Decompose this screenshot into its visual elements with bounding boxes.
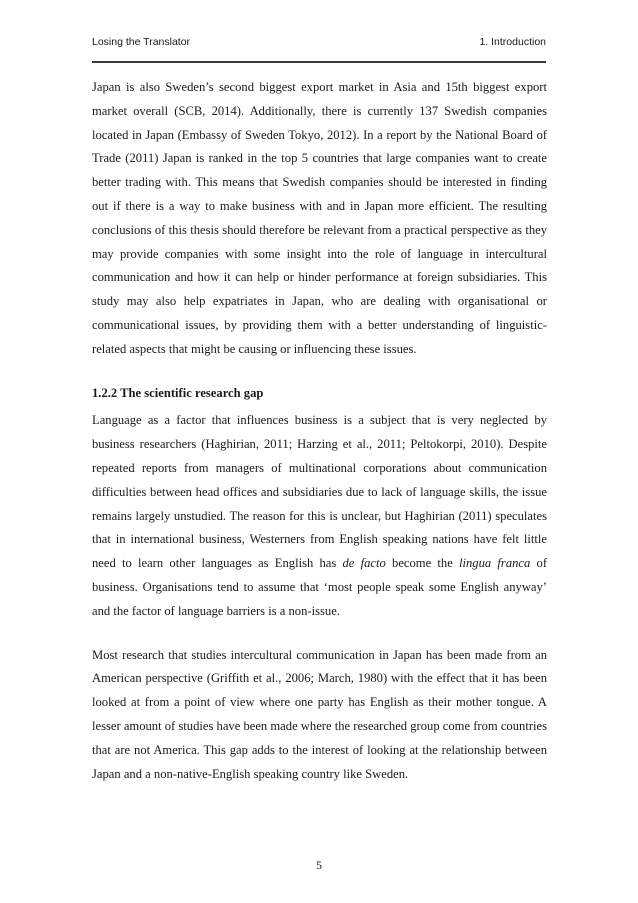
body-text [92, 76, 547, 786]
term-lingua-franca: lingua franca [459, 556, 531, 571]
paragraph-3: Most research that studies intercultural communication in Japan has been made from an American perspective (Griffith et al., 2006; March, 1980) with the effect that it has been looked at from a point of view where one party has English as their mother tongue. A lesser amount of studies have been made where the researched group come from countries that are not America. This gap adds to the interest of looking at the relationship between Japan and a non-native-English speaking country like Sweden. [92, 647, 547, 781]
paragraph-2-part-a: Language as a factor that influences business is a subject that is very neglected by business researchers (Haghirian, 2011; Harzing et al., 2011; Peltokorpi, 2010). Despite repeated reports from managers of multinational corporations about communication difficulties between head offices and subsidiaries due to lack of language skills, the issue remains largely unstudied. The reason for this is unclear, but Haghirian (2011) speculates that in international business, Westerners from English speaking nations have felt little need to learn other languages as English has [92, 413, 547, 571]
header-chapter: 1. Introduction [479, 36, 546, 48]
term-de-facto: de facto [342, 556, 386, 571]
page-number: 5 [316, 858, 322, 872]
header-title: Losing the Translator [92, 36, 191, 48]
header-rule [92, 61, 546, 63]
running-header [92, 36, 546, 48]
paragraph-2 [92, 409, 547, 623]
paragraph-2-part-b: become the [385, 556, 460, 571]
paragraph-1: Japan is also Sweden’s second biggest export market in Asia and 15th biggest export market overall (SCB, 2014). Additionally, there is currently 137 Swedish companies located in Japan (Embassy of Sweden Tokyo, 2012). In a report by the National Board of Trade (2011) Japan is ranked in the top 5 countries that large companies want to create better trading with. This means that Swedish companies should be interested in finding out if there is a way to make business with and in Japan more efficient. The resulting conclusions of this thesis should therefore be relevant from a practical perspective as they may provide companies with some insight into the role of language in intercultural communication and how it can help or hinder performance at foreign subsidiaries. This study may also help expatriates in Japan, who are dealing with organisational or communicational issues, by providing them with a better understanding of linguistic-related aspects that might be causing or influencing these issues. [92, 80, 547, 356]
section-heading: 1.2.2 The scientific research gap [92, 385, 264, 400]
paragraph-2-part-c: of business. Organisations tend to assume that ‘most people speak some English anyway’ and the factor of language barriers is a non-issue. [92, 556, 548, 618]
